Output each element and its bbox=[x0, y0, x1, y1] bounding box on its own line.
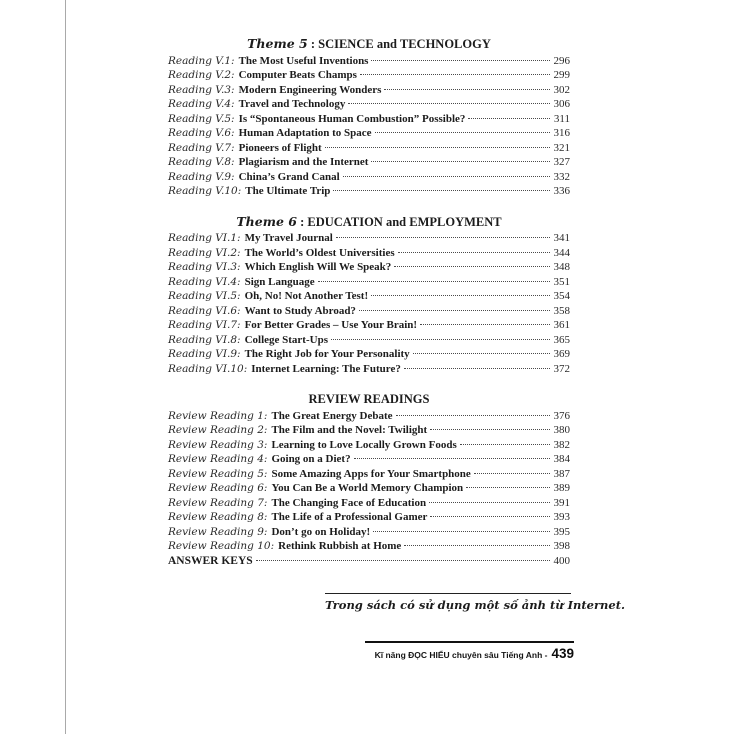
entry-label: Reading V.10: bbox=[168, 185, 242, 197]
entry-title: Oh, No! Not Another Test! bbox=[244, 290, 369, 302]
toc-entry bbox=[168, 438, 570, 453]
section-rows bbox=[168, 409, 570, 554]
dot-leader bbox=[430, 516, 549, 517]
toc-entry bbox=[168, 141, 570, 156]
entry-title: Travel and Technology bbox=[238, 98, 346, 110]
dot-leader bbox=[373, 531, 549, 532]
dot-leader bbox=[429, 502, 549, 503]
dot-leader bbox=[430, 429, 549, 430]
entry-title: The World’s Oldest Universities bbox=[244, 246, 395, 259]
entry-title: Some Amazing Apps for Your Smartphone bbox=[271, 467, 471, 480]
toc-entry bbox=[168, 231, 570, 246]
toc-entry bbox=[168, 333, 570, 348]
entry-label: Reading VI.8: bbox=[168, 333, 241, 346]
section-header bbox=[168, 37, 570, 52]
toc-entry bbox=[168, 318, 570, 333]
dot-leader bbox=[466, 487, 549, 488]
entry-label: Review Reading 2: bbox=[168, 424, 268, 436]
entry-title: China’s Grand Canal bbox=[238, 170, 340, 183]
table-of-contents bbox=[168, 37, 570, 568]
entry-page-number: 336 bbox=[553, 185, 570, 197]
dot-leader bbox=[354, 458, 550, 459]
toc-section bbox=[168, 392, 570, 554]
toc-entry bbox=[168, 54, 570, 69]
section-header-title: : SCIENCE and TECHNOLOGY bbox=[307, 37, 491, 51]
toc-entry bbox=[168, 481, 570, 496]
entry-label: Reading VI.4: bbox=[168, 275, 241, 288]
dot-leader bbox=[460, 444, 550, 445]
dot-leader bbox=[360, 74, 550, 75]
toc-entry bbox=[168, 289, 570, 304]
entry-label: Review Reading 10: bbox=[168, 540, 275, 552]
entry-page-number: 365 bbox=[553, 333, 570, 346]
entry-title: The Life of a Professional Gamer bbox=[271, 511, 428, 523]
entry-page-number: 358 bbox=[553, 304, 570, 317]
entry-page-number: 306 bbox=[553, 98, 570, 110]
dot-leader bbox=[384, 89, 549, 90]
dot-leader bbox=[474, 473, 550, 474]
entry-page-number: 393 bbox=[553, 511, 570, 523]
entry-title: For Better Grades – Use Your Brain! bbox=[244, 319, 418, 331]
entry-page-number: 387 bbox=[553, 467, 570, 480]
entry-page-number: 391 bbox=[553, 496, 570, 509]
section-rows bbox=[168, 231, 570, 376]
entry-page-number: 351 bbox=[553, 275, 570, 288]
toc-entry bbox=[168, 467, 570, 482]
entry-page-number: 321 bbox=[553, 141, 570, 154]
entry-label: Review Reading 8: bbox=[168, 511, 268, 523]
toc-entry bbox=[168, 539, 570, 554]
toc-entry bbox=[168, 68, 570, 83]
toc-entry bbox=[168, 347, 570, 362]
toc-entry bbox=[168, 112, 570, 127]
dot-leader bbox=[394, 266, 549, 267]
dot-leader bbox=[398, 252, 550, 253]
dot-leader bbox=[404, 368, 550, 369]
toc-entry bbox=[168, 423, 570, 438]
entry-page-number: 382 bbox=[553, 438, 570, 451]
entry-page-number: 348 bbox=[553, 261, 570, 273]
answer-keys-label: ANSWER KEYS bbox=[168, 554, 253, 567]
toc-section bbox=[168, 215, 570, 377]
entry-page-number: 380 bbox=[553, 424, 570, 436]
entry-label: Reading VI.6: bbox=[168, 304, 241, 317]
entry-title: Want to Study Abroad? bbox=[244, 304, 356, 317]
section-header-title: REVIEW READINGS bbox=[308, 392, 430, 406]
dot-leader bbox=[413, 353, 550, 354]
dot-leader bbox=[333, 190, 549, 191]
entry-page-number: 398 bbox=[553, 540, 570, 552]
dot-leader bbox=[336, 237, 550, 238]
entry-label: Reading V.9: bbox=[168, 170, 235, 183]
toc-section bbox=[168, 37, 570, 199]
toc-entry bbox=[168, 452, 570, 467]
entry-label: Reading VI.2: bbox=[168, 246, 241, 259]
entry-label: Review Reading 3: bbox=[168, 438, 268, 451]
toc-entry bbox=[168, 409, 570, 424]
entry-title: Learning to Love Locally Grown Foods bbox=[271, 438, 457, 451]
entry-title: Going on a Diet? bbox=[271, 453, 351, 465]
entry-title: The Right Job for Your Personality bbox=[244, 348, 410, 360]
entry-label: Reading V.5: bbox=[168, 112, 235, 125]
entry-label: Review Reading 6: bbox=[168, 482, 268, 494]
entry-title: You Can Be a World Memory Champion bbox=[271, 482, 464, 494]
entry-label: Reading V.7: bbox=[168, 141, 235, 154]
entry-label: Review Reading 1: bbox=[168, 409, 268, 422]
entry-label: Reading V.2: bbox=[168, 69, 235, 81]
entry-title: Rethink Rubbish at Home bbox=[278, 540, 402, 552]
entry-label: Reading V.1: bbox=[168, 54, 235, 67]
entry-label: Reading VI.3: bbox=[168, 261, 241, 273]
entry-title: The Great Energy Debate bbox=[271, 409, 393, 422]
answer-keys-page-number: 400 bbox=[553, 554, 570, 567]
dot-leader bbox=[468, 118, 550, 119]
toc-entry bbox=[168, 170, 570, 185]
entry-page-number: 361 bbox=[553, 319, 570, 331]
toc-entry bbox=[168, 246, 570, 261]
entry-title: Don’t go on Holiday! bbox=[271, 525, 371, 538]
entry-page-number: 395 bbox=[553, 525, 570, 538]
answer-keys-row bbox=[168, 554, 570, 569]
entry-label: Review Reading 9: bbox=[168, 525, 268, 538]
entry-page-number: 299 bbox=[553, 69, 570, 81]
dot-leader bbox=[396, 415, 550, 416]
entry-page-number: 296 bbox=[553, 54, 570, 67]
entry-page-number: 372 bbox=[553, 362, 570, 375]
entry-page-number: 354 bbox=[553, 290, 570, 302]
entry-title: College Start-Ups bbox=[244, 333, 328, 346]
dot-leader bbox=[375, 132, 550, 133]
entry-label: Reading V.8: bbox=[168, 156, 235, 168]
entry-page-number: 376 bbox=[553, 409, 570, 422]
entry-page-number: 302 bbox=[553, 83, 570, 96]
toc-entry bbox=[168, 184, 570, 199]
entry-title: The Ultimate Trip bbox=[245, 185, 331, 197]
toc-entry bbox=[168, 496, 570, 511]
entry-title: The Film and the Novel: Twilight bbox=[271, 424, 428, 436]
entry-page-number: 316 bbox=[553, 127, 570, 139]
toc-entry bbox=[168, 126, 570, 141]
toc-entry bbox=[168, 260, 570, 275]
entry-title: Which English Will We Speak? bbox=[244, 261, 392, 273]
entry-page-number: 341 bbox=[553, 232, 570, 244]
dot-leader bbox=[256, 560, 550, 561]
dot-leader bbox=[343, 176, 550, 177]
entry-title: Pioneers of Flight bbox=[238, 141, 322, 154]
entry-title: The Changing Face of Education bbox=[271, 496, 427, 509]
page-scan-edge-line bbox=[65, 0, 66, 734]
entry-page-number: 369 bbox=[553, 348, 570, 360]
entry-title: Plagiarism and the Internet bbox=[238, 156, 369, 168]
entry-label: Reading VI.7: bbox=[168, 319, 241, 331]
dot-leader bbox=[371, 295, 549, 296]
entry-page-number: 344 bbox=[553, 246, 570, 259]
section-header-title: : EDUCATION and EMPLOYMENT bbox=[296, 214, 502, 229]
entry-label: Reading V.6: bbox=[168, 127, 235, 139]
footer-page-number: 439 bbox=[551, 646, 574, 661]
entry-label: Reading VI.9: bbox=[168, 348, 241, 360]
toc-sections bbox=[168, 37, 570, 554]
dot-leader bbox=[404, 545, 549, 546]
entry-label: Review Reading 7: bbox=[168, 496, 268, 509]
entry-label: Review Reading 5: bbox=[168, 467, 268, 480]
section-header bbox=[168, 392, 570, 407]
entry-label: Reading VI.1: bbox=[168, 232, 241, 244]
section-rows bbox=[168, 54, 570, 199]
toc-entry bbox=[168, 510, 570, 525]
entry-page-number: 311 bbox=[553, 112, 570, 125]
entry-page-number: 384 bbox=[553, 453, 570, 465]
dot-leader bbox=[371, 161, 549, 162]
entry-title: Human Adaptation to Space bbox=[238, 127, 372, 139]
entry-label: Review Reading 4: bbox=[168, 453, 268, 465]
entry-page-number: 332 bbox=[553, 170, 570, 183]
footer-book-title: Kĩ năng ĐỌC HIỂU chuyên sâu Tiếng Anh - bbox=[374, 650, 548, 660]
section-header-theme-label: Theme 6 bbox=[236, 213, 297, 229]
entry-page-number: 389 bbox=[553, 482, 570, 494]
entry-title: The Most Useful Inventions bbox=[238, 54, 369, 67]
entry-title: Modern Engineering Wonders bbox=[238, 83, 382, 96]
entry-label: Reading V.4: bbox=[168, 98, 235, 110]
entry-title: My Travel Journal bbox=[244, 232, 333, 244]
page-footer bbox=[365, 641, 574, 661]
section-header-theme-label: Theme 5 bbox=[247, 36, 308, 51]
entry-title: Internet Learning: The Future? bbox=[251, 362, 401, 375]
image-credit-footnote: Trong sách có sử dụng một số ảnh từ Internet. bbox=[325, 593, 571, 612]
toc-entry bbox=[168, 97, 570, 112]
toc-entry bbox=[168, 304, 570, 319]
entry-label: Reading VI.10: bbox=[168, 362, 248, 375]
dot-leader bbox=[318, 281, 550, 282]
toc-entry bbox=[168, 155, 570, 170]
toc-entry bbox=[168, 275, 570, 290]
dot-leader bbox=[359, 310, 550, 311]
entry-title: Is “Spontaneous Human Combustion” Possible? bbox=[238, 112, 466, 125]
section-header bbox=[168, 215, 570, 230]
entry-label: Reading VI.5: bbox=[168, 290, 241, 302]
dot-leader bbox=[371, 60, 549, 61]
dot-leader bbox=[325, 147, 550, 148]
toc-entry bbox=[168, 525, 570, 540]
toc-entry bbox=[168, 83, 570, 98]
entry-label: Reading V.3: bbox=[168, 83, 235, 96]
entry-title: Computer Beats Champs bbox=[238, 69, 357, 81]
dot-leader bbox=[348, 103, 549, 104]
dot-leader bbox=[331, 339, 550, 340]
toc-entry bbox=[168, 362, 570, 377]
dot-leader bbox=[420, 324, 549, 325]
entry-page-number: 327 bbox=[553, 156, 570, 168]
entry-title: Sign Language bbox=[244, 275, 315, 288]
